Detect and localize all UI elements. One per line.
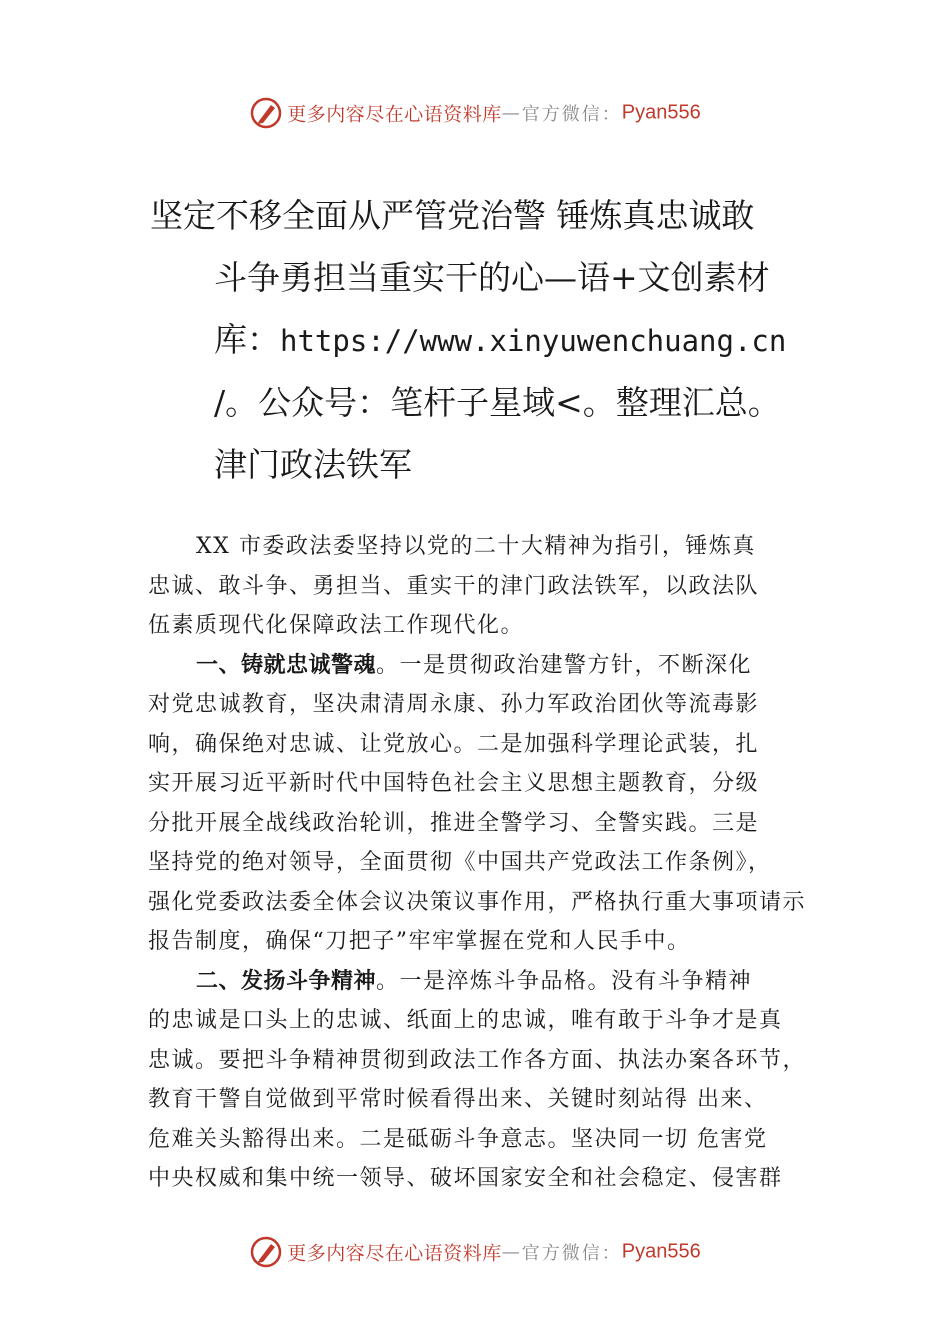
document-body <box>148 527 838 1199</box>
intro-line-2: 忠诚、敢斗争、勇担当、重实干的津门政法铁军，以政法队 <box>148 573 760 599</box>
intro-line-3: 伍素质现代化保障政法工作现代化。 <box>148 613 525 638</box>
section2-line: 危难关头豁得出来。二是砥砺斗争意志。坚决同一切 危害党 <box>148 1126 768 1152</box>
banner-brand-text: 更多内容尽在心语资料库 <box>287 1242 502 1265</box>
banner-wechat-label: 官方微信： <box>521 104 622 125</box>
banner-dash: — <box>501 1241 522 1263</box>
section1-line: 实开展习近平新时代中国特色社会主义思想主题教育，分级 <box>148 771 760 796</box>
section2-first-line <box>148 962 838 1002</box>
section2-lead: 。一是淬炼斗争品格。没有斗争精神 <box>376 968 753 994</box>
section1-line: 响，确保绝对忠诚、让党放心。二是加强科学理论武装，扎 <box>148 731 760 757</box>
banner-wechat-handle: Pyan556 <box>621 101 701 124</box>
title-line-4: /。公众号：笔杆子星域<。整理汇总。 <box>214 383 781 422</box>
title-line-5: 津门政法铁军 <box>214 445 412 484</box>
section2-line: 中央权威和集中统一领导、破坏国家安全和社会稳定、侵害群 <box>148 1166 783 1191</box>
banner-wechat-handle: Pyan556 <box>621 1240 701 1263</box>
section1-lead: 。一是贯彻政治建警方针，不断深化 <box>376 652 753 678</box>
section1-line: 强化党委政法委全体会议决策议事作用，严格执行重大事项请示 <box>148 889 807 915</box>
section1-line: 对党忠诚教育，坚决肃清周永康、孙力军政治团伙等流毒影 <box>148 692 760 717</box>
section1-line: 坚持党的绝对领导，全面贯彻《中国共产党政法工作条例》， <box>148 850 772 875</box>
pen-logo-icon <box>249 96 283 130</box>
banner-brand-text: 更多内容尽在心语资料库 <box>287 103 502 126</box>
header-banner <box>0 96 950 130</box>
section2-heading: 二、发扬斗争精神 <box>196 968 377 994</box>
title-library-prefix: 库： <box>214 320 280 359</box>
banner-wechat-label: 官方微信： <box>521 1243 622 1264</box>
intro-line-1: XX 市委政法委坚持以党的二十大精神为指引，锤炼真 <box>196 534 756 559</box>
pen-logo-icon <box>249 1235 283 1269</box>
section1-line: 分批开展全战线政治轮训，推进全警学习、全警实践。三是 <box>148 810 760 836</box>
title-line-2: 斗争勇担当重实干的心—语+文创素材 <box>214 258 770 297</box>
section1-heading: 一、铸就忠诚警魂 <box>196 652 377 678</box>
title-line-1: 坚定不移全面从严管党治警 锤炼真忠诚敢 <box>150 196 755 235</box>
section2-line: 教育干警自觉做到平常时候看得出来、关键时刻站得 出来、 <box>148 1087 768 1112</box>
title-line-3 <box>150 309 810 372</box>
section2-line: 的忠诚是口头上的忠诚、纸面上的忠诚，唯有敢于斗争才是真 <box>148 1008 783 1033</box>
document-title <box>150 185 810 496</box>
title-url: https://www.xinyuwenchuang.cn <box>280 324 787 358</box>
footer-banner <box>0 1235 950 1269</box>
section1-first-line <box>148 646 838 686</box>
section1-line: 报告制度，确保“刀把子”牢牢掌握在党和人民手中。 <box>148 929 691 954</box>
banner-dash: — <box>501 102 522 124</box>
section2-line: 忠诚。要把斗争精神贯彻到政法工作各方面、执法办案各环节， <box>148 1047 807 1073</box>
